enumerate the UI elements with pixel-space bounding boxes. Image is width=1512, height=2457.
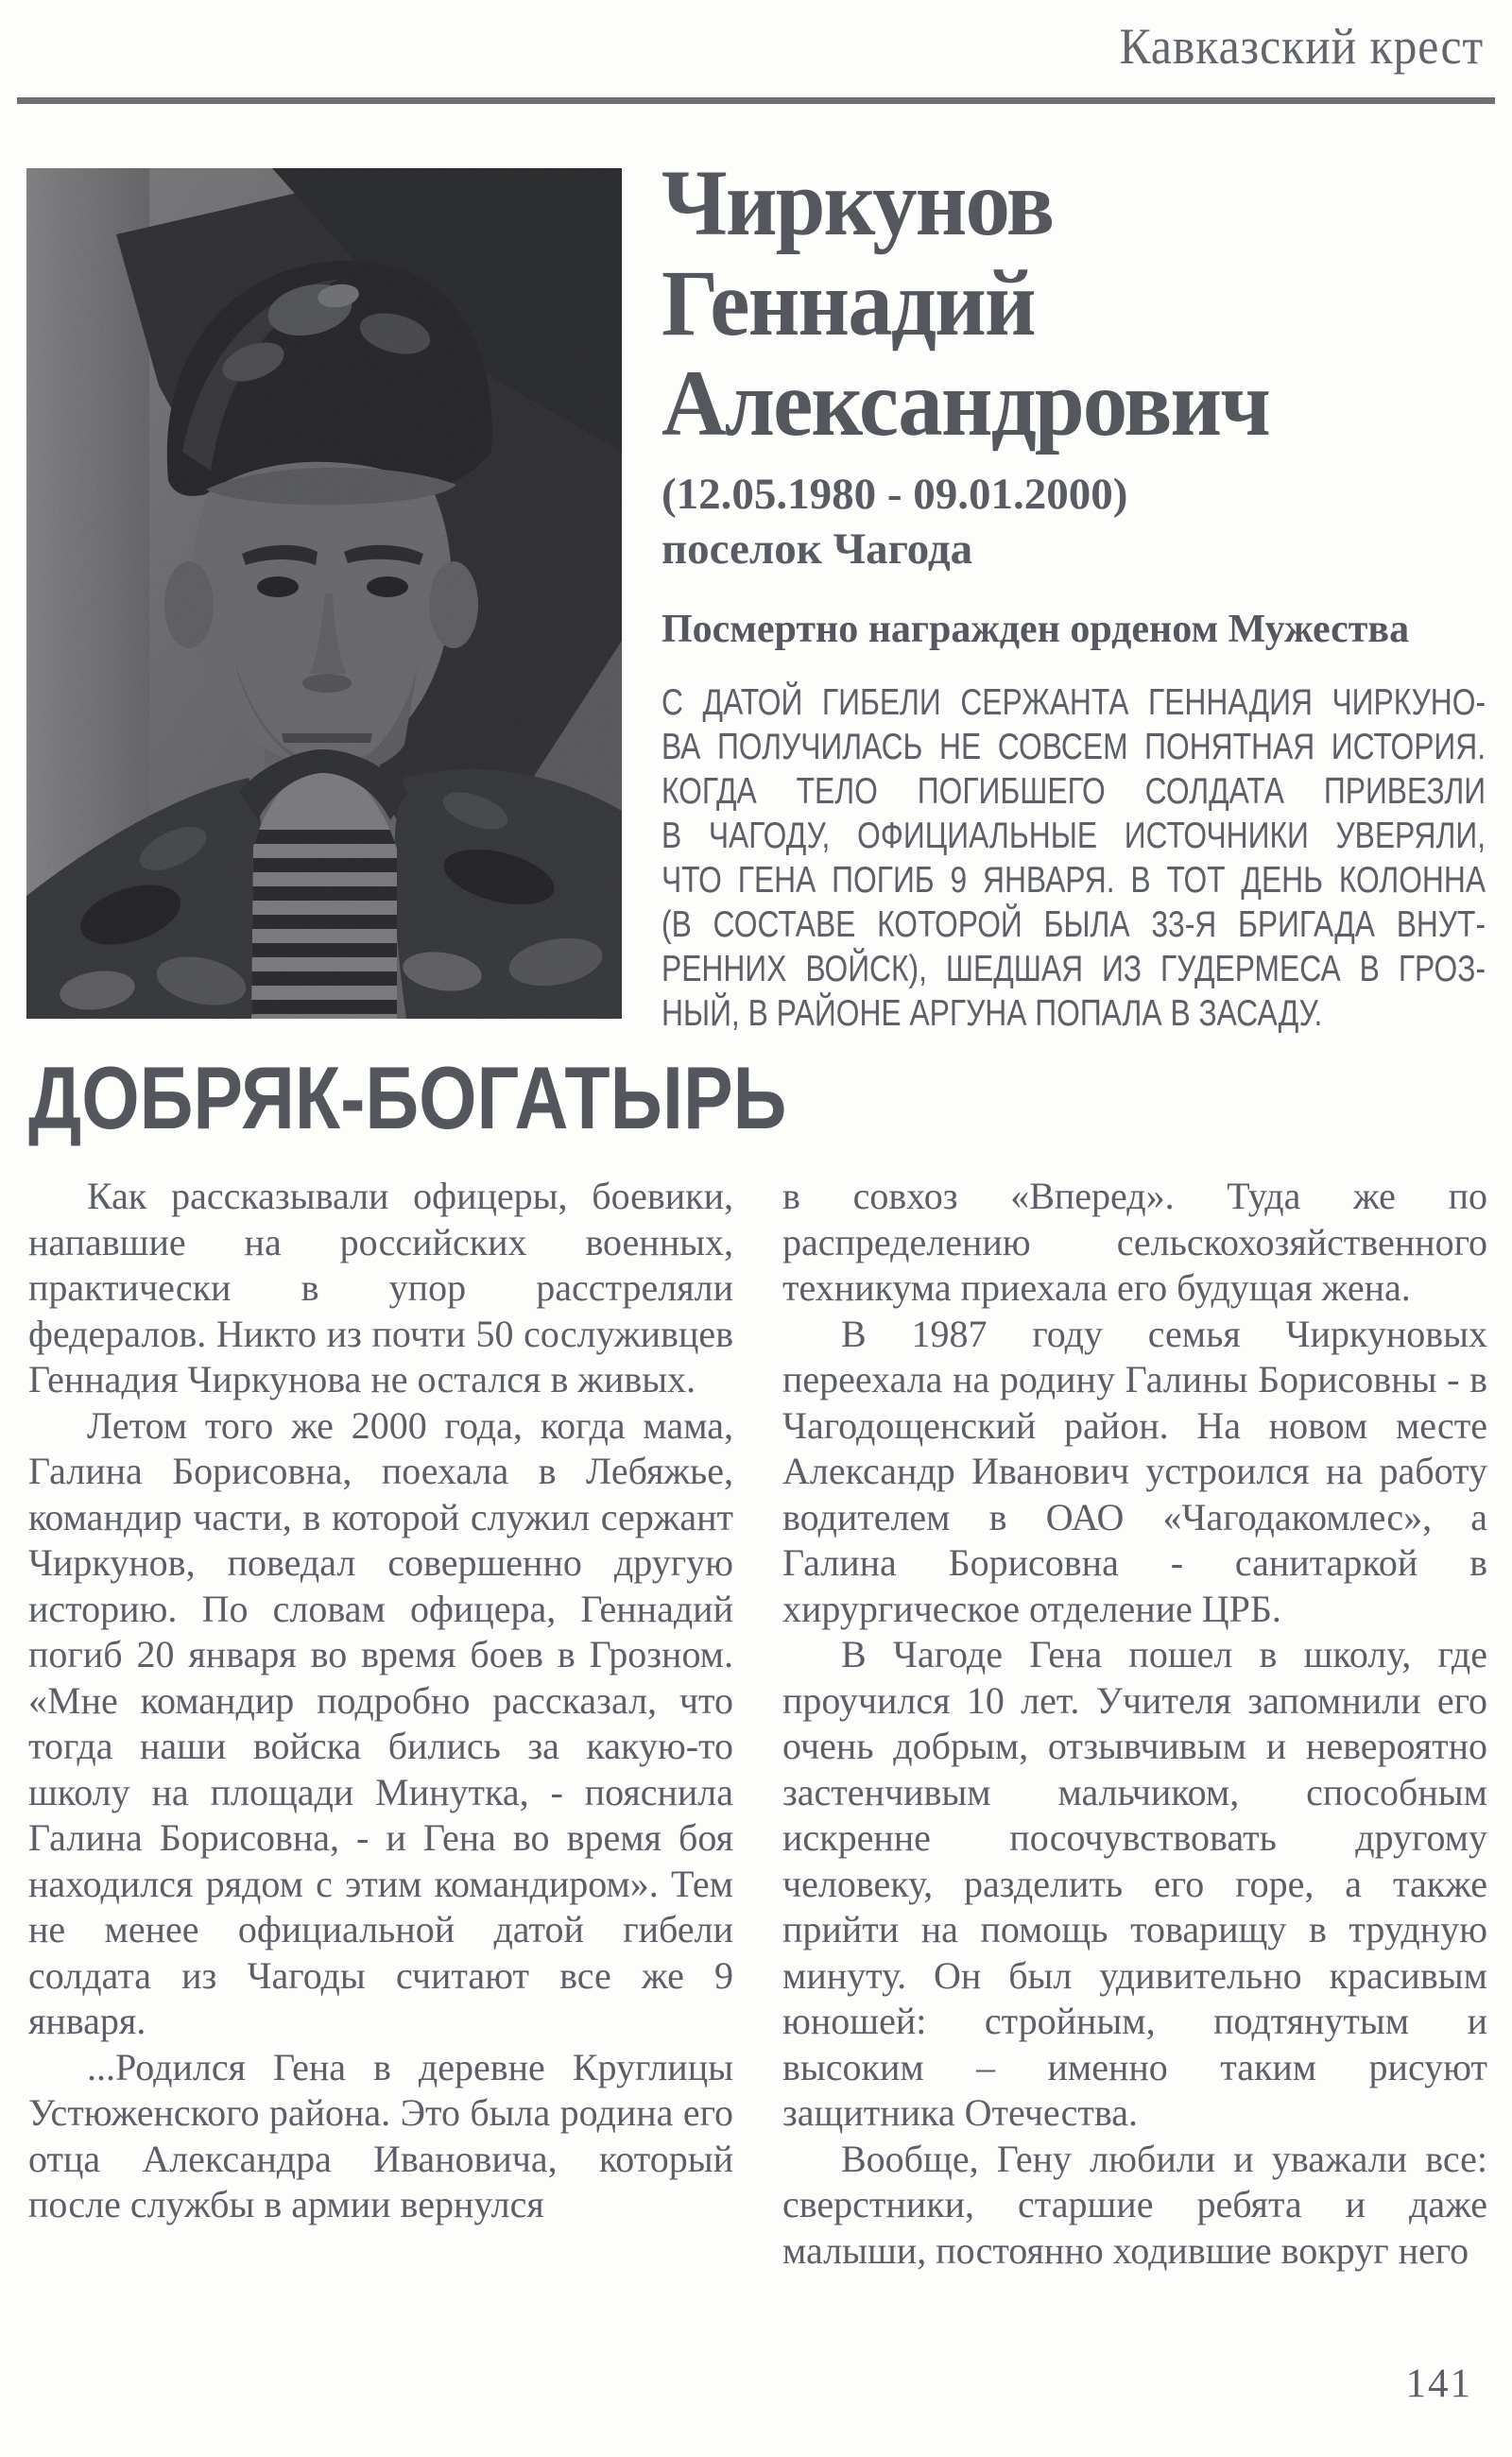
lead-line: НЫЙ, В РАЙОНЕ АРГУНА ПОПАЛА В ЗАСАДУ. [662, 993, 1323, 1034]
person-first-name: Геннадий [662, 250, 1035, 355]
body-paragraph: ...Родился Гена в деревне Круглицы Устюженского района. Это была родина его отца Александра Ивановича, который после службы в армии вернулся [28, 2045, 733, 2225]
right-column [782, 1174, 1487, 2274]
lead-line: ВА ПОЛУЧИЛАСЬ НЕ СОВСЕМ ПОНЯТНАЯ ИСТОРИЯ. [662, 727, 1486, 767]
body-paragraph: Вообще, Гену любили и уважали все: сверстники, старшие ребята и даже малыши, постоянно ходившие вокруг него [782, 2137, 1487, 2272]
home-place: поселок Чагода [662, 524, 973, 574]
body-paragraph: В Чагоде Гена пошел в школу, где проучился 10 лет. Учителя запомнили его очень добрым, отзывчивым и невероятно застенчивым мальчиком, способным искренне посочувствовать другому человеку, разделить его горе, а также прийти на помощь товарищу в трудную минуту. Он был удивительно красивым юношей: стройным, подтянутым и высоким – именно таким рисуют защитника Отечества. [782, 1633, 1487, 2134]
life-dates: (12.05.1980 - 09.01.2000) [662, 470, 1128, 519]
person-name [662, 150, 1493, 455]
header-rule [17, 97, 1495, 104]
body-paragraph: Летом того же 2000 года, когда мама, Галина Борисовна, поехала в Лебяжье, командир части, в которой служил сержант Чиркунов, поведал совершенно другую историю. По словам офицера, Геннадий погиб 20 января во время боев в Грозном. «Мне командир подробно рассказал, что тогда наши войска бились за какую-то школу на площади Минутка, - пояснила Галина Борисовна, - и Гена во время боя находился рядом с этим командиром». Тем не менее официальной датой гибели солдата из Чагоды считают все же 9 января. [28, 1403, 733, 2042]
award-line: Посмертно награжден орденом Мужества [662, 608, 1410, 651]
article-body [28, 1174, 1488, 2274]
running-head: Кавказский крест [1119, 18, 1484, 75]
person-surname: Чиркунов [662, 150, 1054, 255]
body-paragraph: в совхоз «Вперед». Туда же по распределению сельскохозяйственного техникума приехала его будущая жена. [782, 1175, 1487, 1309]
left-column [28, 1174, 733, 2274]
profile-block [662, 150, 1493, 1036]
lead-paragraph [662, 680, 1486, 1036]
lead-line: РЕННИХ ВОЙСК), ШЕДШАЯ ИЗ ГУДЕРМЕСА В ГРОЗ- [662, 949, 1486, 989]
lead-line: В ЧАГОДУ, ОФИЦИАЛЬНЫЕ ИСТОЧНИКИ УВЕРЯЛИ, [662, 816, 1486, 856]
soldier-portrait-photo [26, 168, 622, 1019]
lead-line: С ДАТОЙ ГИБЕЛИ СЕРЖАНТА ГЕННАДИЯ ЧИРКУНО- [662, 682, 1486, 723]
lead-line: (В СОСТАВЕ КОТОРОЙ БЫЛА 33-Я БРИГАДА ВНУТ- [662, 904, 1486, 945]
section-heading: ДОБРЯК-БОГАТЫРЬ [28, 1048, 787, 1147]
body-paragraph: В 1987 году семья Чиркуновых переехала на родину Галины Борисовны - в Чагодощенский район. На новом месте Александр Иванович устроился на работу водителем в ОАО «Чагодакомлес», а Галина Борисовна - санитаркой в хирургическое отделение ЦРБ. [782, 1312, 1487, 1630]
page-number: 141 [1405, 2362, 1472, 2406]
lead-line: КОГДА ТЕЛО ПОГИБШЕГО СОЛДАТА ПРИВЕЗЛИ [662, 771, 1486, 812]
lead-line: ЧТО ГЕНА ПОГИБ 9 ЯНВАРЯ. В ТОТ ДЕНЬ КОЛОННА [662, 860, 1486, 901]
person-patronymic: Александрович [662, 351, 1269, 455]
portrait-illustration [26, 168, 622, 1019]
body-paragraph: Как рассказывали офицеры, боевики, напавшие на российских военных, практически в упор расстреляли федералов. Никто из почти 50 сослуживцев Геннадия Чиркунова не остался в живых. [28, 1175, 733, 1400]
